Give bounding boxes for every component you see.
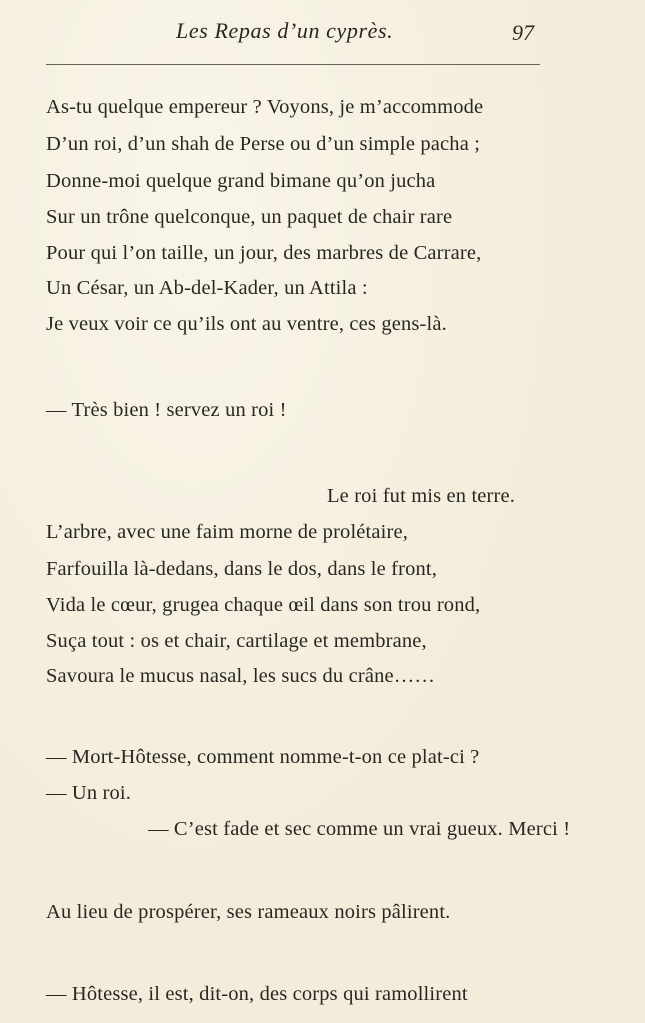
verse-line: D’un roi, d’un shah de Perse ou d’un simple pacha ;: [46, 133, 481, 155]
page-header: [0, 14, 645, 54]
verse-line: As-tu quelque empereur ? Voyons, je m’accommode: [46, 96, 484, 118]
verse-line: — Mort-Hôtesse, comment nomme-t-on ce plat-ci ?: [46, 746, 480, 768]
verse-line: — Très bien ! servez un roi !: [46, 399, 287, 421]
verse-line: Farfouilla là-dedans, dans le dos, dans le front,: [46, 558, 438, 580]
verse-line: Vida le cœur, grugea chaque œil dans son trou rond,: [46, 594, 481, 616]
verse-line: Savoura le mucus nasal, les sucs du crâne……: [46, 665, 436, 687]
verse-line: Donne-moi quelque grand bimane qu’on jucha: [46, 170, 436, 192]
verse-line: Sur un trône quelconque, un paquet de chair rare: [46, 206, 453, 228]
running-title: Les Repas d’un cyprès.: [176, 18, 394, 43]
verse-line: — Un roi.: [46, 782, 132, 804]
verse-line: Le roi fut mis en terre.: [327, 485, 516, 507]
verse-line: Au lieu de prospérer, ses rameaux noirs pâlirent.: [46, 901, 451, 923]
verse-line: L’arbre, avec une faim morne de prolétaire,: [46, 521, 408, 543]
verse-line: Pour qui l’on taille, un jour, des marbres de Carrare,: [46, 242, 482, 264]
page-number: 97: [512, 20, 534, 45]
verse-line: Un César, un Ab-del-Kader, un Attila :: [46, 277, 368, 299]
verse-line: Suça tout : os et chair, cartilage et membrane,: [46, 630, 427, 652]
verse-line: — Hôtesse, il est, dit-on, des corps qui ramollirent: [46, 983, 468, 1005]
verse-line: — C’est fade et sec comme un vrai gueux. Merci !: [148, 818, 571, 840]
header-rule: [46, 64, 540, 65]
verse-line: Je veux voir ce qu’ils ont au ventre, ces gens-là.: [46, 313, 447, 335]
